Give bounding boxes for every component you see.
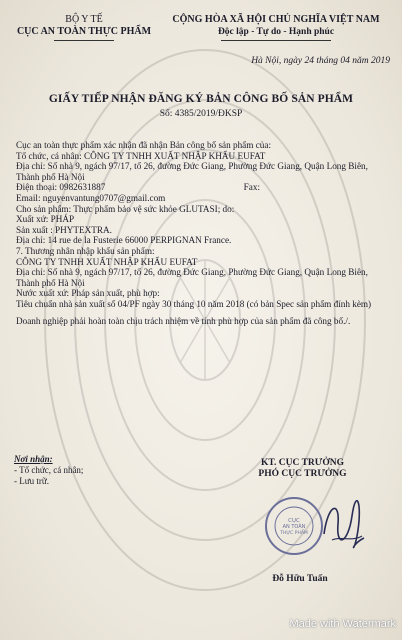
motto-underline <box>221 40 331 41</box>
svg-text:AN TOÀN: AN TOÀN <box>282 524 306 530</box>
importer-name: CÔNG TY TNHH XUẤT NHẬP KHẨU EUFAT <box>16 256 198 267</box>
document-body <box>16 140 390 326</box>
contact-row <box>16 182 390 193</box>
signer-title: PHÓ CỤC TRƯỞNG <box>258 469 347 479</box>
compliance-text: Nước xuất xứ: Pháp sản xuất, phù hợp: <box>16 288 160 299</box>
svg-text:CỤC: CỤC <box>288 518 300 524</box>
phone-number: Điện thoại: 0982631887 <box>16 182 106 193</box>
official-seal-icon <box>264 496 324 556</box>
responsibility-text: Doanh nghiệp phải hoàn toàn chịu trách nhiệm về tính phù hợp của sản phẩm đã công bố./. <box>16 315 351 326</box>
organization: Tổ chức, cá nhân: CÔNG TY TNHH XUẤT NHẬP KHẨU EUFAT <box>16 150 266 161</box>
ministry-name: BỘ Y TẾ <box>65 14 103 25</box>
watermark-text: Made with Watermark <box>289 618 396 630</box>
signature-block <box>215 458 390 480</box>
importer-label: 7. Thương nhân nhập khẩu sản phẩm: <box>16 245 155 256</box>
standard-text: Tiêu chuẩn nhà sản xuất số 04/PF ngày 30 tháng 10 năm 2018 (có bản Spec sản phẩm đính kèm) <box>16 298 372 309</box>
signer-name: Đỗ Hữu Tuấn <box>272 574 328 584</box>
signer-role: KT. CỤC TRƯỞNG <box>261 458 344 468</box>
organization-address: Địa chỉ: Số nhà 9, ngách 97/17, tổ 26, đường Đức Giang, Phường Đức Giang, Quận Long Biên, Thành phố Hà Nội <box>16 161 368 182</box>
email-address: Email: nguyenvantung0707@gmail.com <box>16 192 166 203</box>
recipients-label: Nơi nhận: <box>14 454 53 464</box>
recipient-item: - Tổ chức, cá nhân; <box>14 465 84 475</box>
recipient-item: - Lưu trữ. <box>14 476 49 486</box>
signature-scribble-icon <box>318 494 368 550</box>
country-name: CỘNG HÒA XÃ HỘI CHỦ NGHĨA VIỆT NAM <box>172 14 380 25</box>
header-underline <box>54 40 114 41</box>
origin: Xuất xứ: PHÁP <box>16 214 75 225</box>
manufacturer: Sản xuất : PHYTEXTRA. <box>16 224 112 235</box>
importer-address: Địa chỉ: Số nhà 9, ngách 97/17, tổ 26, đường Đức Giang, Phường Đức Giang, Quận Long Biên, Thành phố Hà Nội <box>16 267 368 288</box>
product-name: Cho sản phẩm: Thực phẩm bảo vệ sức khỏe GLUTASI; do: <box>16 203 235 214</box>
document-number: Số: 4385/2019/ĐKSP <box>159 109 243 119</box>
svg-text:THỰC PHẨM: THỰC PHẨM <box>280 531 308 536</box>
national-motto: Độc lập - Tự do - Hạnh phúc <box>217 27 335 37</box>
intro-text: Cục an toàn thực phẩm xác nhận đã nhận Bản công bố sản phẩm của: <box>16 140 272 150</box>
issue-date: Hà Nội, ngày 24 tháng 04 năm 2019 <box>251 56 390 66</box>
agency-header <box>14 14 154 43</box>
fax-number: Fax: <box>243 182 260 193</box>
document-title: GIẤY TIẾP NHẬN ĐĂNG KÝ BẢN CÔNG BỐ SẢN PHẨM <box>48 93 354 105</box>
national-header <box>160 14 392 41</box>
recipients-block <box>14 454 154 487</box>
agency-name: CỤC AN TOÀN THỰC PHẨM <box>16 26 152 37</box>
manufacturer-address: Địa chỉ: 14 rue de la Fusterie 66000 PERPIGNAN France. <box>16 235 232 246</box>
